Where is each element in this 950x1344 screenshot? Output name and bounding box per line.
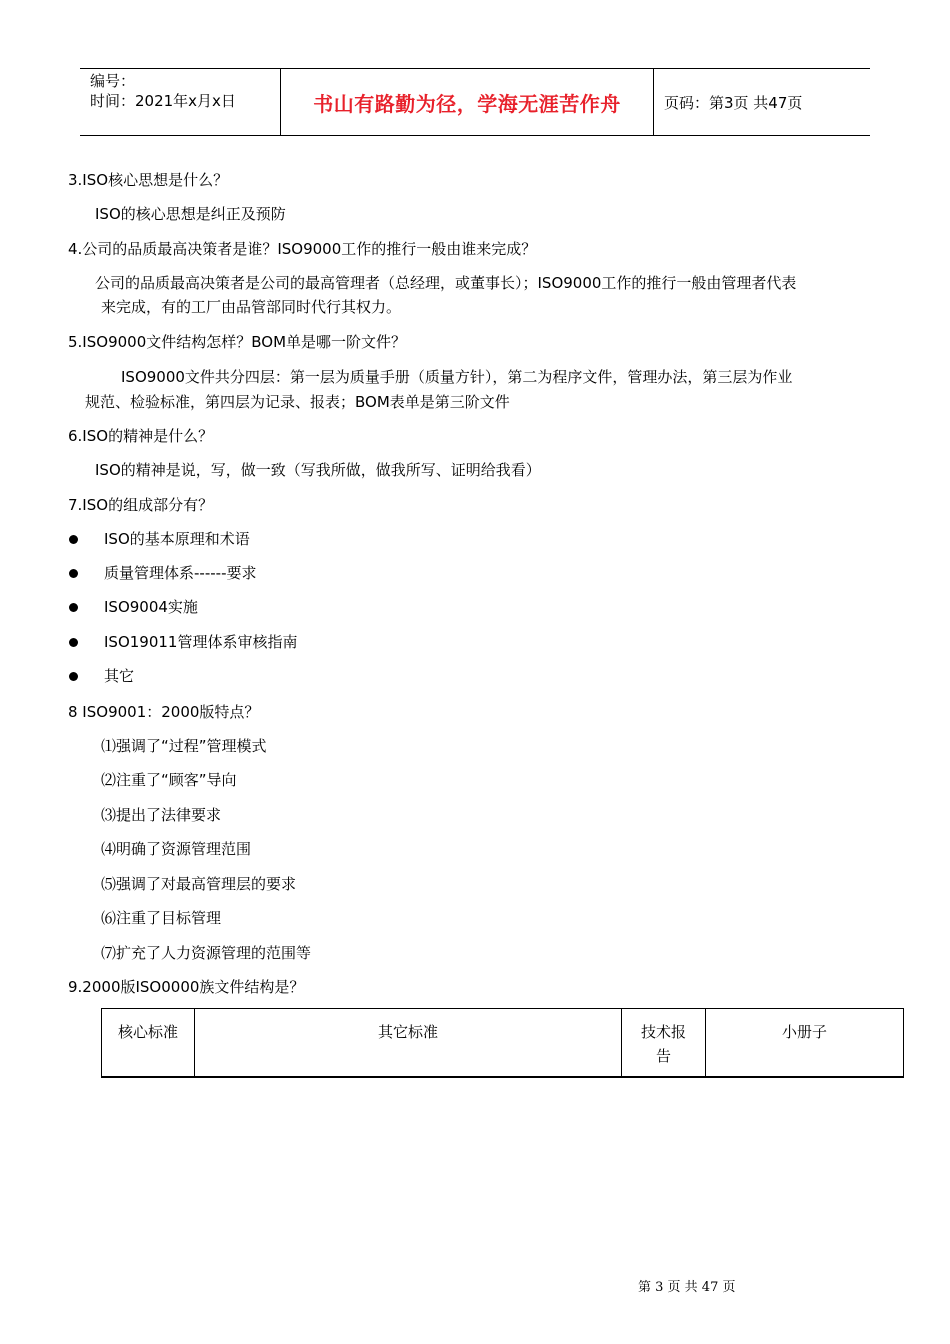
list-item	[68, 563, 256, 583]
bullet-icon	[69, 603, 78, 612]
list-item: ⑶提出了法律要求	[101, 806, 222, 824]
page-label: 页码：第3页 共47页	[664, 93, 803, 112]
question-3: 3.ISO核心思想是什么？	[68, 171, 229, 189]
list-item: ⑸强调了对最高管理层的要求	[101, 875, 297, 893]
answer-6: ISO的精神是说，写，做一致（写我所做，做我所写、证明给我看）	[95, 461, 541, 479]
question-5: 5.ISO9000文件结构怎样？BOM单是哪一阶文件？	[68, 333, 407, 351]
list-item-text: 其它	[104, 667, 135, 685]
table-header-cell: 小册子	[781, 1023, 827, 1041]
answer-4-line-1: 公司的品质最高决策者是公司的最高管理者（总经理，或董事长）；ISO9000工作的推行一般由管理者代表	[95, 274, 797, 292]
list-item: ⑷明确了资源管理范围	[101, 840, 252, 858]
answer-3: ISO的核心思想是纠正及预防	[95, 205, 286, 223]
list-item	[68, 666, 134, 686]
code-label: 编号：	[90, 72, 136, 90]
header-meta-cell	[80, 69, 281, 135]
motto: 书山有路勤为径，学海无涯苦作舟	[281, 69, 654, 135]
list-item	[68, 632, 297, 652]
bullet-icon	[69, 638, 78, 647]
document-structure-table	[101, 1008, 904, 1078]
list-item-text: ISO19011管理体系审核指南	[104, 633, 298, 651]
bullet-icon	[69, 569, 78, 578]
list-item: ⑵注重了“顾客”导向	[101, 771, 237, 789]
list-item: ⑹注重了目标管理	[101, 909, 222, 927]
question-4: 4.公司的品质最高决策者是谁？ISO9000工作的推行一般由谁来完成？	[68, 240, 537, 258]
list-item: ⑴强调了“过程”管理模式	[101, 737, 267, 755]
bullet-icon	[69, 672, 78, 681]
list-item: ⑺扩充了人力资源管理的范围等	[101, 944, 312, 962]
answer-5-line-2: 规范、检验标准，第四层为记录、报表；BOM表单是第三阶文件	[85, 393, 510, 411]
bullet-icon	[69, 535, 78, 544]
list-item	[68, 529, 250, 549]
document-header	[80, 68, 870, 136]
question-6: 6.ISO的精神是什么？	[68, 427, 214, 445]
question-8: 8 ISO9001：2000版特点？	[68, 703, 260, 721]
table-header-cell: 技术报告	[622, 1009, 706, 1076]
list-item-text: 质量管理体系------要求	[104, 564, 257, 582]
date-label: 时间：2021年x月x日	[90, 92, 236, 110]
list-item-text: ISO9004实施	[104, 598, 198, 616]
answer-5-line-1: ISO9000文件共分四层：第一层为质量手册（质量方针），第二为程序文件，管理办法，第三层为作业	[121, 368, 793, 386]
table-header-cell: 核心标准	[102, 1009, 195, 1076]
list-item	[68, 597, 198, 617]
page-footer: 第 3 页 共 47 页	[638, 1280, 736, 1295]
question-9: 9.2000版ISO0000族文件结构是？	[68, 978, 305, 996]
answer-4-line-2: 来完成，有的工厂由品管部同时代行其权力。	[101, 298, 402, 316]
list-item-text: ISO的基本原理和术语	[104, 530, 250, 548]
table-header-cell: 其它标准	[195, 1009, 622, 1076]
question-7: 7.ISO的组成部分有？	[68, 496, 214, 514]
